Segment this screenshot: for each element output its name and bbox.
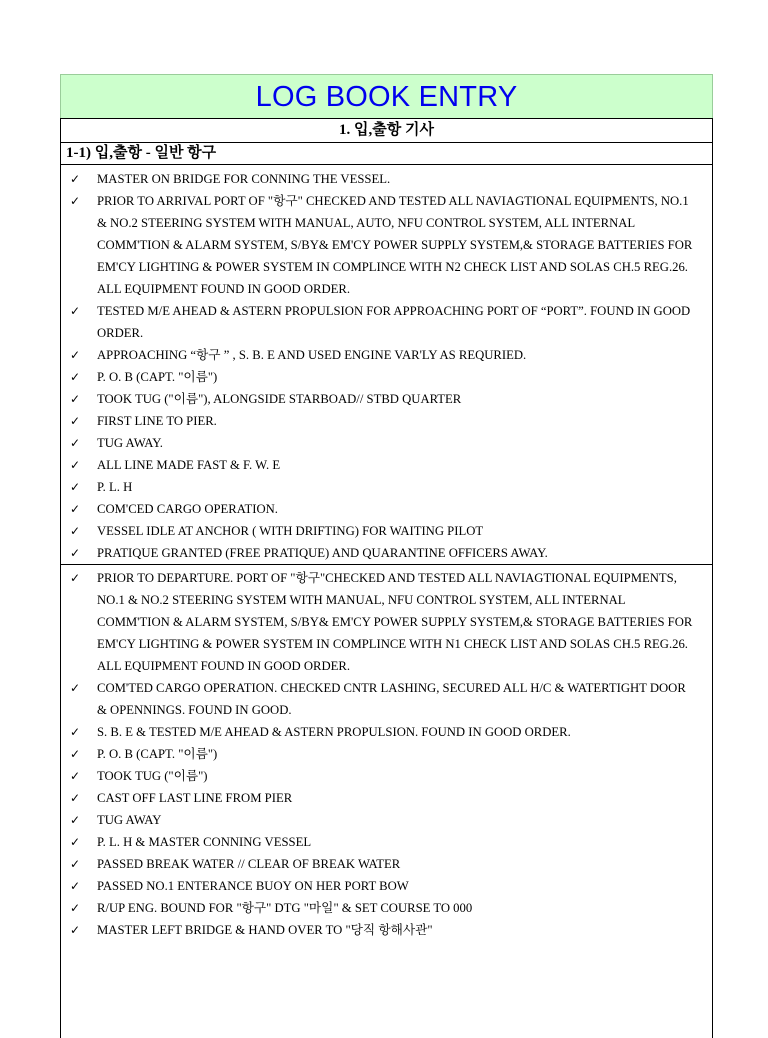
list-item xyxy=(61,567,712,677)
entry-text xyxy=(97,721,712,743)
checkmark-icon: ✓ xyxy=(70,194,81,208)
checkmark-icon: ✓ xyxy=(70,923,81,937)
list-item xyxy=(61,919,712,941)
entry-line: MASTER LEFT BRIDGE & HAND OVER TO "당직 항해사관" xyxy=(97,923,433,937)
checkmark-icon: ✓ xyxy=(70,835,81,849)
checkmark-icon: ✓ xyxy=(70,436,81,450)
checkmark-icon: ✓ xyxy=(70,480,81,494)
checkmark-icon: ✓ xyxy=(70,458,81,472)
entry-text xyxy=(97,388,712,410)
entry-text xyxy=(97,498,712,520)
section-title: 1. 입,출항 기사 xyxy=(61,118,712,143)
entry-text xyxy=(97,831,712,853)
entry-text xyxy=(97,567,712,677)
entry-line: NO.1 & NO.2 STEERING SYSTEM WITH MANUAL, NFU CONTROL SYSTEM, ALL INTERNAL xyxy=(97,593,626,607)
entry-line: R/UP ENG. BOUND FOR "항구" DTG "마일" & SET COURSE TO 000 xyxy=(97,901,473,915)
entry-text xyxy=(97,787,712,809)
list-item xyxy=(61,344,712,366)
entry-line: APPROACHING “항구 ” , S. B. E AND USED ENGINE VAR'LY AS REQURIED. xyxy=(97,348,527,362)
entry-line: TUG AWAY. xyxy=(97,436,163,450)
checkmark-icon: ✓ xyxy=(70,546,81,560)
checkmark-icon: ✓ xyxy=(70,747,81,761)
entry-text xyxy=(97,476,712,498)
list-item xyxy=(61,743,712,765)
entry-text xyxy=(97,344,712,366)
list-item xyxy=(61,831,712,853)
entry-line: ALL LINE MADE FAST & F. W. E xyxy=(97,458,281,472)
entry-line: ORDER. xyxy=(97,326,144,340)
list-item xyxy=(61,168,712,190)
checkmark-icon: ✓ xyxy=(70,879,81,893)
list-item xyxy=(61,454,712,476)
entry-line: EM'CY LIGHTING & POWER SYSTEM IN COMPLINCE WITH N2 CHECK LIST AND SOLAS CH.5 REG.26. xyxy=(97,260,688,274)
checkmark-icon: ✓ xyxy=(70,769,81,783)
checkmark-icon: ✓ xyxy=(70,172,81,186)
list-item xyxy=(61,542,712,564)
entry-text xyxy=(97,897,712,919)
list-item xyxy=(61,809,712,831)
entry-line: MASTER ON BRIDGE FOR CONNING THE VESSEL. xyxy=(97,172,391,186)
log-table xyxy=(60,118,713,1038)
entry-text xyxy=(97,677,712,721)
entry-line: COMM'TION & ALARM SYSTEM, S/BY& EM'CY POWER SUPPLY SYSTEM,& STORAGE BATTERIES FOR xyxy=(97,615,693,629)
entry-text xyxy=(97,410,712,432)
checkmark-icon: ✓ xyxy=(70,348,81,362)
list-item xyxy=(61,787,712,809)
page-title: LOG BOOK ENTRY xyxy=(255,80,518,113)
checkmark-icon: ✓ xyxy=(70,725,81,739)
checkmark-icon: ✓ xyxy=(70,681,81,695)
checkmark-icon: ✓ xyxy=(70,791,81,805)
checkmark-icon: ✓ xyxy=(70,857,81,871)
list-item xyxy=(61,432,712,454)
entry-line: VESSEL IDLE AT ANCHOR ( WITH DRIFTING) FOR WAITING PILOT xyxy=(97,524,484,538)
entry-line: PASSED BREAK WATER // CLEAR OF BREAK WATER xyxy=(97,857,401,871)
list-item xyxy=(61,388,712,410)
list-item xyxy=(61,410,712,432)
entry-line: & OPENNINGS. FOUND IN GOOD. xyxy=(97,703,292,717)
list-item xyxy=(61,853,712,875)
list-item xyxy=(61,721,712,743)
entry-line: FIRST LINE TO PIER. xyxy=(97,414,217,428)
checkmark-icon: ✓ xyxy=(70,524,81,538)
arrival-entries xyxy=(61,165,712,564)
entry-line: PRATIQUE GRANTED (FREE PRATIQUE) AND QUARANTINE OFFICERS AWAY. xyxy=(97,546,548,560)
entry-line: COMM'TION & ALARM SYSTEM, S/BY& EM'CY POWER SUPPLY SYSTEM,& STORAGE BATTERIES FOR xyxy=(97,238,693,252)
list-item xyxy=(61,476,712,498)
entry-text xyxy=(97,190,712,300)
entry-line: PASSED NO.1 ENTERANCE BUOY ON HER PORT BOW xyxy=(97,879,409,893)
entry-text xyxy=(97,743,712,765)
checkmark-icon: ✓ xyxy=(70,392,81,406)
entry-line: ALL EQUIPMENT FOUND IN GOOD ORDER. xyxy=(97,282,351,296)
checkmark-icon: ✓ xyxy=(70,901,81,915)
entry-text xyxy=(97,875,712,897)
list-item xyxy=(61,875,712,897)
entry-text xyxy=(97,853,712,875)
list-item xyxy=(61,520,712,542)
checkmark-icon: ✓ xyxy=(70,813,81,827)
entry-line: S. B. E & TESTED M/E AHEAD & ASTERN PROPULSION. FOUND IN GOOD ORDER. xyxy=(97,725,571,739)
entry-line: COM'TED CARGO OPERATION. CHECKED CNTR LASHING, SECURED ALL H/C & WATERTIGHT DOOR xyxy=(97,681,686,695)
entry-line: ALL EQUIPMENT FOUND IN GOOD ORDER. xyxy=(97,659,351,673)
entry-text xyxy=(97,542,712,564)
entry-text xyxy=(97,765,712,787)
entry-line: TESTED M/E AHEAD & ASTERN PROPULSION FOR APPROACHING PORT OF “PORT”. FOUND IN GOOD xyxy=(97,304,691,318)
checkmark-icon: ✓ xyxy=(70,502,81,516)
subsection-title: 1-1) 입,출항 - 일반 항구 xyxy=(61,143,712,165)
entry-line: P. L. H & MASTER CONNING VESSEL xyxy=(97,835,312,849)
entry-text xyxy=(97,809,712,831)
entry-line: P. O. B (CAPT. "이름") xyxy=(97,747,218,761)
entry-text xyxy=(97,366,712,388)
list-item xyxy=(61,190,712,300)
entry-text xyxy=(97,300,712,344)
entry-line: EM'CY LIGHTING & POWER SYSTEM IN COMPLINCE WITH N1 CHECK LIST AND SOLAS CH.5 REG.26. xyxy=(97,637,688,651)
list-item xyxy=(61,897,712,919)
list-item xyxy=(61,366,712,388)
entry-line: & NO.2 STEERING SYSTEM WITH MANUAL, AUTO, NFU CONTROL SYSTEM, ALL INTERNAL xyxy=(97,216,636,230)
entry-line: CAST OFF LAST LINE FROM PIER xyxy=(97,791,293,805)
entry-text xyxy=(97,454,712,476)
entry-line: PRIOR TO DEPARTURE. PORT OF "항구"CHECKED AND TESTED ALL NAVIAGTIONAL EQUIPMENTS, xyxy=(97,571,677,585)
checkmark-icon: ✓ xyxy=(70,304,81,318)
list-item xyxy=(61,677,712,721)
entry-line: P. L. H xyxy=(97,480,133,494)
entry-line: TUG AWAY xyxy=(97,813,162,827)
list-item xyxy=(61,765,712,787)
entry-text xyxy=(97,432,712,454)
title-bar xyxy=(60,74,713,119)
entry-line: TOOK TUG ("이름"), ALONGSIDE STARBOAD// STBD QUARTER xyxy=(97,392,462,406)
checkmark-icon: ✓ xyxy=(70,370,81,384)
entry-line: COM'CED CARGO OPERATION. xyxy=(97,502,278,516)
list-item xyxy=(61,498,712,520)
departure-entries xyxy=(61,564,712,941)
entry-line: P. O. B (CAPT. "이름") xyxy=(97,370,218,384)
entry-text xyxy=(97,168,712,190)
checkmark-icon: ✓ xyxy=(70,571,81,585)
entry-text xyxy=(97,919,712,941)
checkmark-icon: ✓ xyxy=(70,414,81,428)
list-item xyxy=(61,300,712,344)
entry-text xyxy=(97,520,712,542)
entry-line: TOOK TUG ("이름") xyxy=(97,769,208,783)
entry-line: PRIOR TO ARRIVAL PORT OF "항구" CHECKED AND TESTED ALL NAVIAGTIONAL EQUIPMENTS, NO.1 xyxy=(97,194,689,208)
